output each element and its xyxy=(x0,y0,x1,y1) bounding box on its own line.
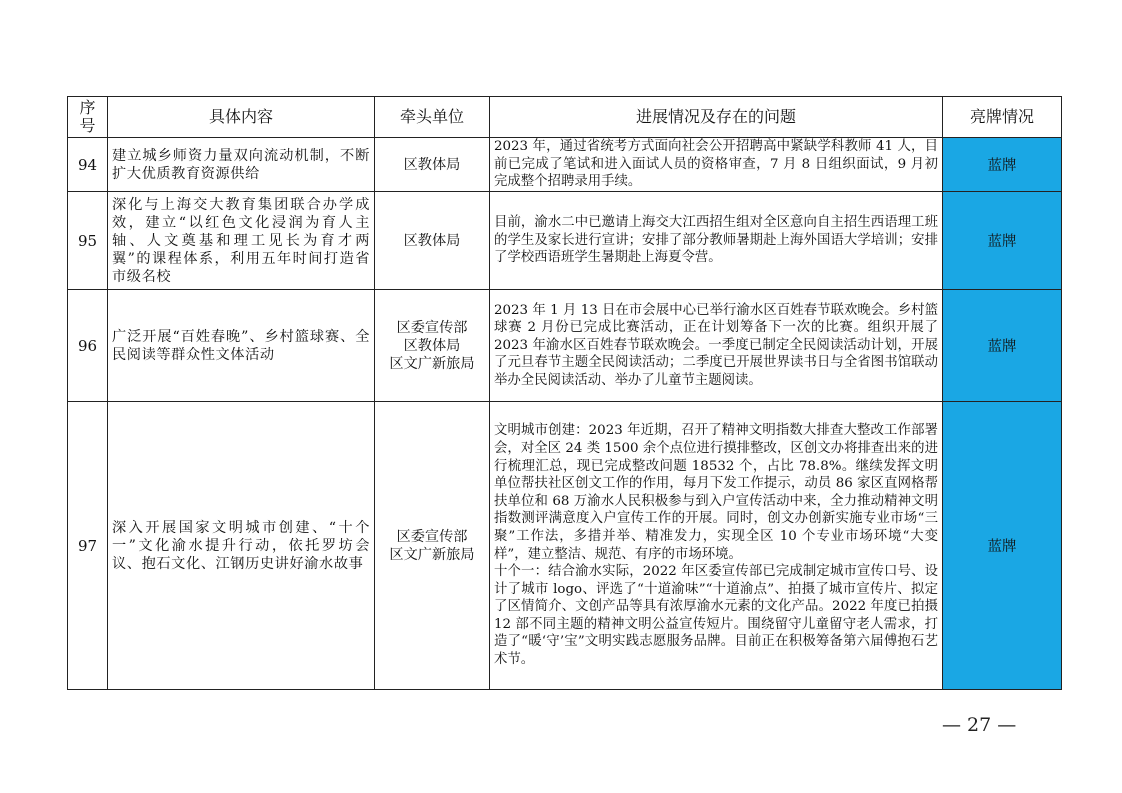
status-badge: 蓝牌 xyxy=(943,402,1062,690)
row-progress: 目前，渝水二中已邀请上海交大江西招生组对全区意向自主招生西语理工班的学生及家长进行宣讲；安排了部分教师暑期赴上海外国语大学培训；安排了学校西语班学生暑期赴上海夏令营。 xyxy=(490,192,943,290)
table-header-row xyxy=(68,97,1062,138)
row-progress xyxy=(490,402,943,690)
table-row xyxy=(68,290,1062,402)
lead-unit-name: 区委宣传部 xyxy=(396,319,468,336)
page-number: — 27 — xyxy=(942,714,1017,736)
progress-paragraph: 十个一：结合渝水实际，2022 年区委宣传部已完成制定城市宣传口号、设计了城市 logo、评选了“十道渝味”“十道渝点”、拍摄了城市宣传片、拟定了区情简介、文创产品等具有浓厚渝水元素的文化产品。2022 年度已拍摄 12 部不同主题的精神文明公益宣传短片。围绕留守儿童留守老人需求，打造了“暖‘守’宝”文明实践志愿服务品牌。目前正在积极筹备第六届傅抱石艺术节。 xyxy=(494,564,938,668)
status-badge: 蓝牌 xyxy=(943,192,1062,290)
lead-unit-name: 区教体局 xyxy=(403,337,461,354)
header-content: 具体内容 xyxy=(108,97,375,138)
table-row xyxy=(68,402,1062,690)
table-row xyxy=(68,192,1062,290)
status-badge: 蓝牌 xyxy=(943,290,1062,402)
progress-table xyxy=(67,96,1062,690)
row-number: 94 xyxy=(68,138,108,192)
lead-unit-name: 区文广新旅局 xyxy=(389,355,475,372)
row-progress: 2023 年，通过省统考方式面向社会公开招聘高中紧缺学科教师 41 人，目前已完成了笔试和进入面试人员的资格审查，7 月 8 日组织面试，9 月初完成整个招聘录用手续。 xyxy=(490,138,943,192)
row-lead-unit xyxy=(375,192,490,290)
progress-paragraph: 文明城市创建：2023 年近期，召开了精神文明指数大排查大整改工作部署会，对全区 24 类 1500 余个点位进行摸排整改，区创文办将排查出来的进行梳理汇总，现已完成整改问题 18532 个，占比 78.8%。继续发挥文明单位帮扶社区创文工作的作用，每月下发工作提示，动员 86 家区直网格帮扶单位和 68 万渝水人民积极参与到入户宣传活动中来，全力推动精神文明指数测评满意度入户宣传工作的开展。同时，创文办创新实施专业市场“三聚”工作法，多措并举、精准发力，实现全区 10 个专业市场环境“大变样”，建立整洁、规范、有序的市场环境。 xyxy=(494,423,938,562)
header-lead-unit: 牵头单位 xyxy=(375,97,490,138)
lead-unit-name: 区委宣传部 xyxy=(396,528,468,545)
status-badge: 蓝牌 xyxy=(943,138,1062,192)
row-content: 深化与上海交大教育集团联合办学成效，建立“以红色文化浸润为育人主轴、人文奠基和理工见长为育才两翼”的课程体系，利用五年时间打造省市级名校 xyxy=(108,192,375,290)
row-progress: 2023 年 1 月 13 日在市会展中心已举行渝水区百姓春节联欢晚会。乡村篮球赛 2 月份已完成比赛活动，正在计划筹备下一次的比赛。组织开展了 2023 年渝水区百姓春节联欢晚会。一季度已制定全民阅读活动计划，开展了元旦春节主题全民阅读活动；二季度已开展世界读书日与全省图书馆联动举办全民阅读活动、举办了儿童节主题阅读。 xyxy=(490,290,943,402)
row-lead-unit xyxy=(375,138,490,192)
table-row xyxy=(68,138,1062,192)
row-content: 深入开展国家文明城市创建、“十个一”文化渝水提升行动，依托罗坊会议、抱石文化、江钢历史讲好渝水故事 xyxy=(108,402,375,690)
header-status: 亮牌情况 xyxy=(943,97,1062,138)
row-lead-unit xyxy=(375,290,490,402)
header-serial-number: 序号 xyxy=(68,97,108,138)
row-number: 96 xyxy=(68,290,108,402)
header-progress: 进展情况及存在的问题 xyxy=(490,97,943,138)
row-lead-unit xyxy=(375,402,490,690)
lead-unit-name: 区教体局 xyxy=(403,232,461,249)
lead-unit-name: 区文广新旅局 xyxy=(389,546,475,563)
row-number: 97 xyxy=(68,402,108,690)
lead-unit-name: 区教体局 xyxy=(403,156,461,173)
row-content: 建立城乡师资力量双向流动机制，不断扩大优质教育资源供给 xyxy=(108,138,375,192)
row-number: 95 xyxy=(68,192,108,290)
row-content: 广泛开展“百姓春晚”、乡村篮球赛、全民阅读等群众性文体活动 xyxy=(108,290,375,402)
